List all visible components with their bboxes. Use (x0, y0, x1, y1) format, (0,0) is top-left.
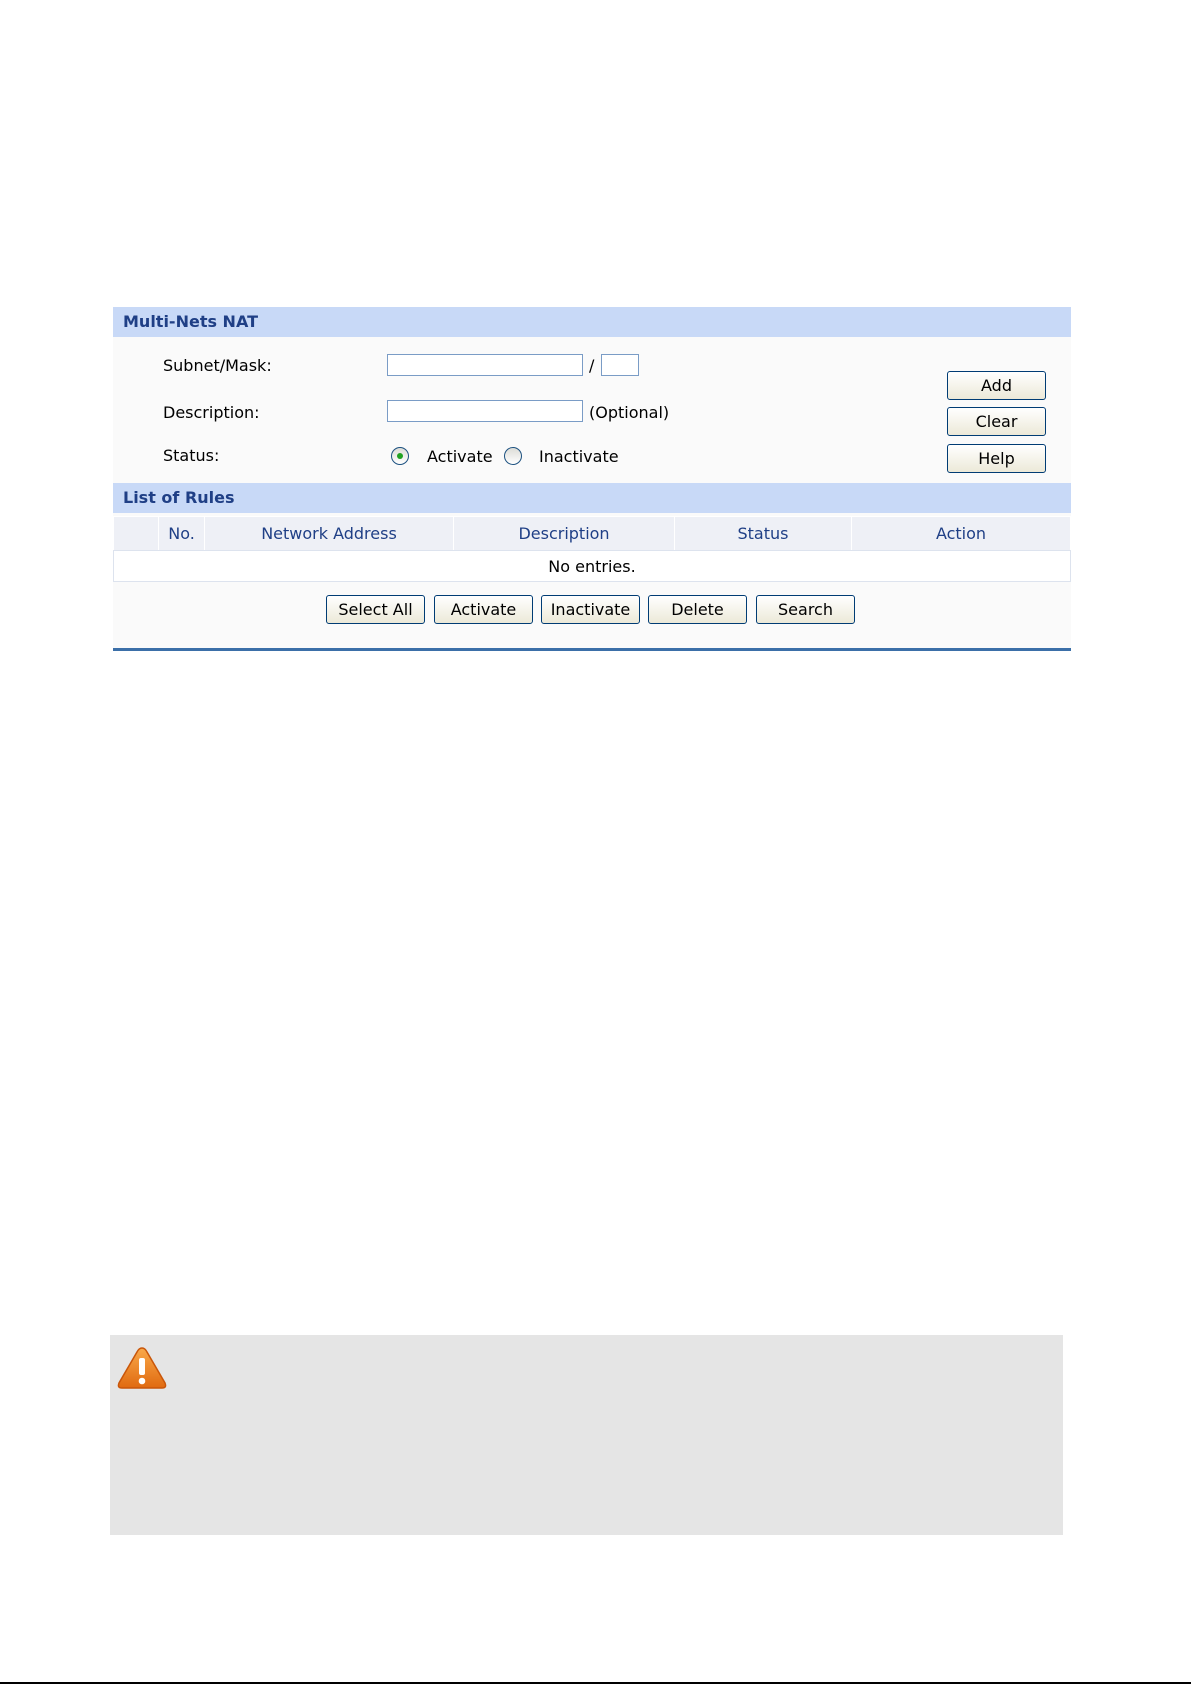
subnet-mask-label: Subnet/Mask: (163, 356, 272, 375)
select-all-button[interactable]: Select All (326, 595, 425, 624)
add-button[interactable]: Add (947, 371, 1046, 400)
col-no: No. (159, 517, 205, 551)
table-row (114, 551, 1071, 582)
list-of-rules-header: List of Rules (113, 483, 1071, 513)
status-label: Status: (163, 446, 220, 465)
clear-button[interactable]: Clear (947, 407, 1046, 436)
col-action: Action (852, 517, 1071, 551)
multi-nets-nat-header: Multi-Nets NAT (113, 307, 1071, 337)
col-status: Status (675, 517, 852, 551)
activate-button[interactable]: Activate (434, 595, 533, 624)
warning-icon (116, 1345, 168, 1391)
radio-selected-dot (397, 453, 403, 459)
subnet-input[interactable] (387, 354, 583, 376)
inactivate-option-label: Inactivate (539, 447, 619, 466)
page-footer-line (0, 1682, 1191, 1684)
activate-option-label: Activate (427, 447, 493, 466)
rules-table-header-row (114, 517, 1071, 551)
description-label: Description: (163, 403, 260, 422)
status-inactivate-radio[interactable] (504, 447, 522, 465)
help-button[interactable]: Help (947, 444, 1046, 473)
status-activate-radio[interactable] (391, 447, 409, 465)
multi-nets-nat-panel (113, 307, 1071, 650)
delete-button[interactable]: Delete (648, 595, 747, 624)
rules-table (113, 516, 1071, 582)
col-network-address: Network Address (205, 517, 454, 551)
note-box (110, 1335, 1063, 1535)
slash-separator: / (589, 356, 595, 375)
optional-hint: (Optional) (589, 403, 670, 422)
empty-table-message: No entries. (114, 551, 1071, 582)
description-input[interactable] (387, 400, 583, 422)
mask-input[interactable] (601, 354, 639, 376)
search-button[interactable]: Search (756, 595, 855, 624)
inactivate-button[interactable]: Inactivate (541, 595, 640, 624)
panel-bottom-border (113, 648, 1071, 651)
col-select (114, 517, 159, 551)
col-description: Description (454, 517, 675, 551)
